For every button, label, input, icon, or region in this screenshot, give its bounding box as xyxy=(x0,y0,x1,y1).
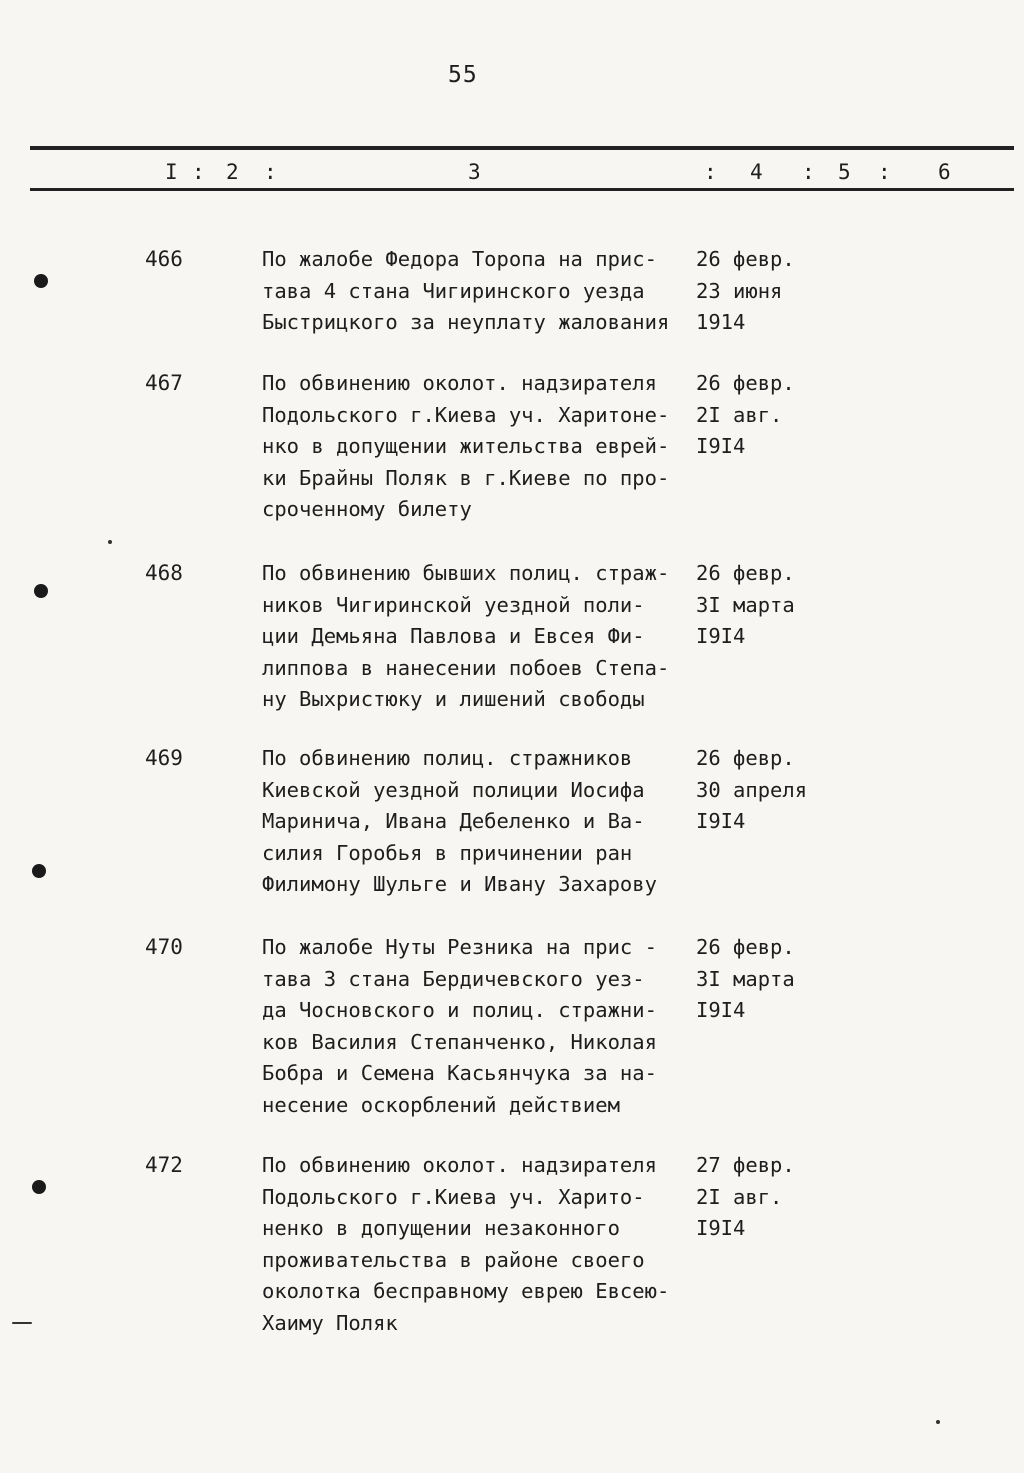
column-header-row xyxy=(0,160,1024,188)
header-separator: : xyxy=(192,160,205,184)
header-separator: : xyxy=(802,160,815,184)
end-date: 3I марта xyxy=(696,592,795,617)
record-description xyxy=(262,244,692,339)
header-separator: : xyxy=(704,160,717,184)
binder-hole-mark xyxy=(32,1180,46,1194)
end-date: 2I авг. xyxy=(696,402,783,427)
year: I9I4 xyxy=(696,998,746,1022)
paper-speck xyxy=(936,1420,940,1424)
header-col-1: I xyxy=(165,160,178,184)
header-separator: : xyxy=(264,160,277,184)
record-dates xyxy=(696,558,846,653)
description-line: Киевской уездной полиции Иосифа xyxy=(262,777,645,802)
description-line: да Чосновского и полиц. стражни- xyxy=(262,998,657,1022)
header-bottom-rule xyxy=(30,188,1014,191)
header-col-2: 2 xyxy=(226,160,239,184)
record-description xyxy=(262,368,692,526)
record-number: 472 xyxy=(145,1153,183,1177)
description-line: По обвинению околот. надзирателя xyxy=(262,1153,657,1177)
description-line: ции Демьяна Павлова и Евсея Фи- xyxy=(262,624,645,648)
description-line: Филимону Шульге и Ивану Захарову xyxy=(262,872,657,896)
description-line: По обвинению полиц. стражников xyxy=(262,746,633,770)
description-line: тава 4 стана Чигиринского уезда xyxy=(262,278,645,303)
binder-hole-mark xyxy=(34,274,48,288)
description-line: ну Выхристюку и лишений свободы xyxy=(262,687,645,711)
description-line: ников Чигиринской уездной поли- xyxy=(262,592,645,617)
description-line: Подольского г.Киева уч. Харито- xyxy=(262,1184,645,1209)
year: I9I4 xyxy=(696,1216,746,1240)
end-date: 23 июня xyxy=(696,278,783,303)
header-col-3: 3 xyxy=(468,160,481,184)
description-line: липпова в нанесении побоев Степа- xyxy=(262,655,670,680)
record-number: 466 xyxy=(145,247,183,271)
page-number: 55 xyxy=(448,62,478,88)
paper-speck xyxy=(108,540,112,544)
record-number: 470 xyxy=(145,935,183,959)
description-line: тава 3 стана Бердичевского уез- xyxy=(262,966,645,991)
description-line: ки Брайны Поляк в г.Киеве по про- xyxy=(262,465,670,490)
description-line: околотка бесправному еврею Евсею- xyxy=(262,1279,670,1303)
description-line: ков Василия Степанченко, Николая xyxy=(262,1029,657,1054)
record-dates xyxy=(696,244,846,339)
description-line: несение оскорблений действием xyxy=(262,1092,620,1117)
record-number: 469 xyxy=(145,746,183,770)
record-dates xyxy=(696,1150,846,1245)
description-line: Хаиму Поляк xyxy=(262,1310,398,1335)
record-description xyxy=(262,932,692,1121)
start-date: 26 февр. xyxy=(696,247,795,271)
end-date: 2I авг. xyxy=(696,1184,783,1209)
description-line: По обвинению околот. надзирателя xyxy=(262,371,657,395)
year: 1914 xyxy=(696,310,746,334)
binder-hole-mark xyxy=(32,864,46,878)
description-line: сроченному билету xyxy=(262,497,472,521)
description-line: По обвинению бывших полиц. страж- xyxy=(262,561,670,585)
record-dates xyxy=(696,932,846,1027)
start-date: 27 февр. xyxy=(696,1153,795,1177)
record-dates xyxy=(696,743,846,838)
year: I9I4 xyxy=(696,434,746,458)
description-line: По жалобе Федора Торопа на прис- xyxy=(262,247,657,271)
header-col-5: 5 xyxy=(838,160,851,184)
header-top-rule xyxy=(30,146,1014,150)
header-col-6: 6 xyxy=(938,160,951,184)
description-line: проживательства в районе своего xyxy=(262,1247,645,1272)
end-date: 30 апреля xyxy=(696,777,808,802)
record-description xyxy=(262,558,692,716)
end-date: 3I марта xyxy=(696,966,795,991)
year: I9I4 xyxy=(696,624,746,648)
start-date: 26 февр. xyxy=(696,935,795,959)
record-description xyxy=(262,743,692,901)
year: I9I4 xyxy=(696,809,746,833)
record-number: 468 xyxy=(145,561,183,585)
paper-speck xyxy=(12,1322,32,1324)
header-col-4: 4 xyxy=(750,160,763,184)
description-line: По жалобе Нуты Резника на прис - xyxy=(262,935,657,959)
header-separator: : xyxy=(878,160,891,184)
description-line: Бобра и Семена Касьянчука за на- xyxy=(262,1061,657,1085)
record-dates xyxy=(696,368,846,463)
record-number: 467 xyxy=(145,371,183,395)
description-line: нко в допущении жительства еврей- xyxy=(262,434,670,458)
description-line: Маринича, Ивана Дебеленко и Ва- xyxy=(262,809,645,833)
start-date: 26 февр. xyxy=(696,746,795,770)
description-line: силия Горобья в причинении ран xyxy=(262,840,633,865)
start-date: 26 февр. xyxy=(696,371,795,395)
binder-hole-mark xyxy=(34,584,48,598)
description-line: ненко в допущении незаконного xyxy=(262,1216,620,1240)
record-description xyxy=(262,1150,692,1339)
description-line: Быстрицкого за неуплату жалования xyxy=(262,310,670,334)
start-date: 26 февр. xyxy=(696,561,795,585)
description-line: Подольского г.Киева уч. Харитоне- xyxy=(262,402,670,427)
